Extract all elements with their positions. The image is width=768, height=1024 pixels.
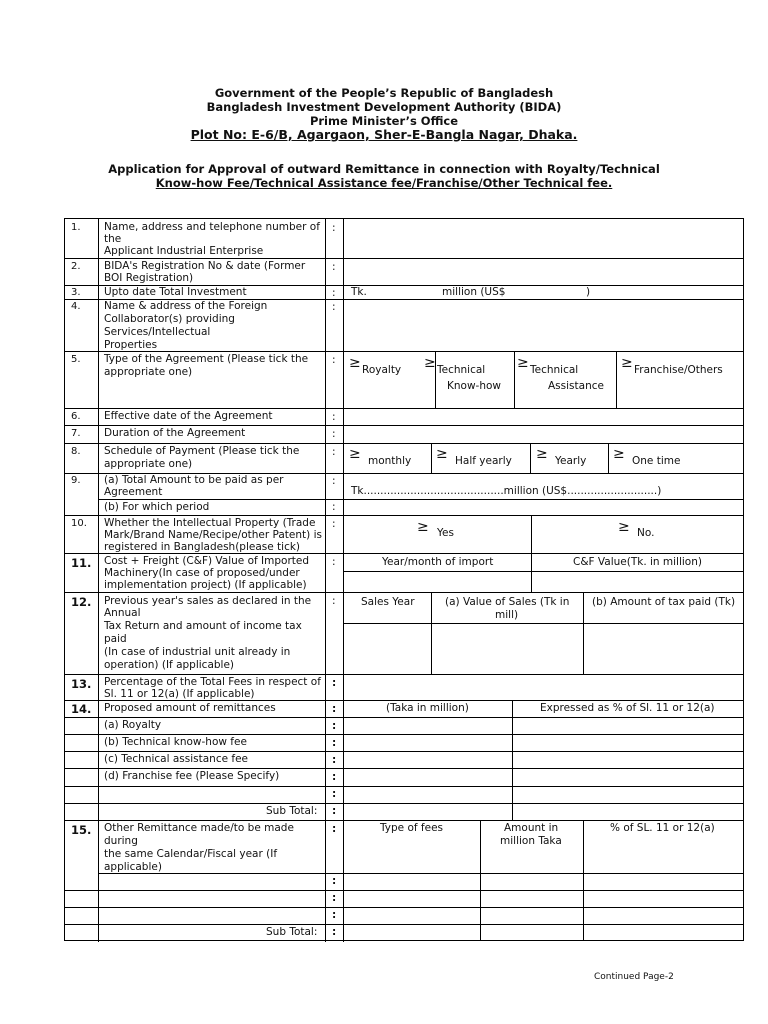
colon: : [332, 556, 336, 568]
row-number: 5. [71, 354, 81, 365]
subtotal-label: Sub Total: [266, 926, 318, 938]
option-no: No. [637, 527, 655, 539]
row15-label-line1: Other Remittance made/to be made [104, 822, 294, 834]
header-address: Plot No: E-6/B, Agargaon, Sher-E-Bangla Nagar, Dhaka. [190, 127, 578, 142]
checkbox-half-yearly[interactable]: ≥ [436, 446, 448, 462]
option-yes: Yes [437, 527, 454, 539]
option-technical-assistance-1: Technical [530, 364, 579, 376]
technical-knowhow-fee-label: (b) Technical know-how fee [104, 736, 247, 748]
colon: : [332, 446, 336, 458]
colon: : [332, 771, 337, 783]
row3-label: Upto date Total Investment [104, 286, 247, 298]
col-type-of-fees: Type of fees [380, 822, 443, 834]
row-number: 12. [71, 595, 92, 609]
row1-label-line2: the [104, 233, 122, 245]
row-number: 11. [71, 556, 92, 570]
row4-label-line2: Collaborator(s) providing [104, 313, 235, 325]
colon: : [332, 261, 336, 273]
row7-label: Duration of the Agreement [104, 427, 246, 439]
option-technical-assistance-2: Assistance [548, 380, 604, 392]
investment-tk-field[interactable]: Tk. [351, 286, 367, 298]
colon: : [332, 788, 337, 800]
col-amount-1: Amount in [504, 822, 559, 834]
row10-label-line2: Mark/Brand Name/Recipe/other Patent) is [104, 529, 322, 541]
option-franchise: Franchise/Others [634, 364, 723, 376]
colon: : [332, 518, 336, 530]
header-authority: Bangladesh Investment Development Authority (BIDA) [206, 100, 562, 114]
document-header [0, 86, 768, 142]
checkbox-technical-knowhow[interactable]: ≥ [424, 355, 436, 371]
checkbox-yes[interactable]: ≥ [417, 519, 429, 535]
form-title [0, 162, 768, 190]
colon: : [332, 805, 337, 817]
row2-label-line2: BOI Registration) [104, 272, 194, 284]
technical-assistance-fee-label: (c) Technical assistance fee [104, 753, 249, 765]
application-table [64, 218, 744, 941]
row15-label-line2: during [104, 835, 138, 847]
row12-label-line5: (In case of industrial unit already in [104, 646, 291, 658]
row-number: 15. [71, 823, 92, 837]
row11-label-line1: Cost + Freight (C&F) Value of Imported [104, 555, 310, 567]
option-royalty: Royalty [362, 364, 402, 376]
checkbox-no[interactable]: ≥ [618, 519, 630, 535]
row15-label-line3: the same Calendar/Fiscal year (If [104, 848, 278, 860]
franchise-fee-label: (d) Franchise fee (Please Specify) [104, 770, 280, 782]
row12-label-line6: operation) (If applicable) [104, 659, 235, 671]
row4-label-line3: Services/Intellectual [104, 326, 211, 338]
row8-label-line1: Schedule of Payment (Please tick the [104, 445, 300, 457]
option-half-yearly: Half yearly [455, 455, 512, 467]
row-number: 10. [71, 518, 87, 529]
col-cf-value: C&F Value(Tk. in million) [573, 556, 702, 568]
colon: : [332, 411, 336, 423]
divider [343, 219, 344, 942]
investment-million-label: million (US$ [442, 286, 506, 298]
divider [98, 219, 99, 942]
colon: : [332, 428, 336, 440]
colon: : [332, 595, 336, 607]
row9-label-line2: Agreement [104, 486, 163, 498]
row1-label-line3: Applicant Industrial Enterprise [104, 245, 264, 257]
row9b-label: (b) For which period [104, 501, 210, 513]
row-number: 1. [71, 222, 81, 233]
investment-close: ) [586, 286, 591, 298]
checkbox-franchise[interactable]: ≥ [621, 355, 633, 371]
colon: : [332, 287, 336, 299]
checkbox-royalty[interactable]: ≥ [349, 355, 361, 371]
row13-label-line1: Percentage of the Total Fees in respect of [104, 676, 321, 688]
row-number: 3. [71, 287, 81, 298]
colon: : [332, 892, 337, 904]
checkbox-monthly[interactable]: ≥ [349, 446, 361, 462]
col-value-of-sales-2: mill) [495, 609, 519, 621]
row-number: 4. [71, 301, 81, 312]
checkbox-technical-assistance[interactable]: ≥ [517, 355, 529, 371]
colon: : [332, 720, 337, 732]
row6-label: Effective date of the Agreement [104, 410, 273, 422]
row11-label-line3: implementation project) (If applicable) [104, 579, 307, 591]
col-tax-paid: (b) Amount of tax paid (Tk) [592, 596, 736, 608]
row-number: 9. [71, 475, 81, 486]
col-taka-million: (Taka in million) [386, 702, 469, 714]
option-one-time: One time [632, 455, 681, 467]
header-office: Prime Minister’s Office [309, 114, 459, 128]
row12-label-line1: Previous year's sales as declared in the [104, 595, 312, 607]
option-monthly: monthly [368, 455, 412, 467]
row12-label-line2: Annual [104, 607, 141, 619]
row15-label-line4: applicable) [104, 861, 162, 873]
row10-label-line1: Whether the Intellectual Property (Trade [104, 517, 316, 529]
subtotal-label: Sub Total: [266, 805, 318, 817]
col-amount-2: million Taka [500, 835, 562, 847]
checkbox-one-time[interactable]: ≥ [613, 446, 625, 462]
continued-page-note: Continued Page-2 [594, 972, 674, 982]
colon: : [332, 926, 337, 938]
colon: : [332, 909, 337, 921]
total-amount-field[interactable]: Tk..........................................million (US$...........................) [351, 485, 662, 497]
row12-label-line4: paid [104, 633, 127, 645]
row-number: 14. [71, 702, 92, 716]
colon: : [332, 754, 337, 766]
divider [325, 219, 326, 942]
option-technical-knowhow-1: Technical [437, 364, 486, 376]
header-government: Government of the People’s Republic of Bangladesh [214, 86, 554, 100]
col-expressed-percent: Expressed as % of Sl. 11 or 12(a) [540, 702, 715, 714]
row8-label-line2: appropriate one) [104, 458, 193, 470]
row12-label-line3: Tax Return and amount of income tax [104, 620, 302, 632]
colon: : [332, 823, 337, 835]
colon: : [332, 475, 336, 487]
row-number: 13. [71, 677, 92, 691]
row-number: 8. [71, 446, 81, 457]
colon: : [332, 222, 336, 234]
row-number: 6. [71, 411, 81, 422]
col-value-of-sales-1: (a) Value of Sales (Tk in [445, 596, 570, 608]
row11-label-line2: Machinery(In case of proposed/under [104, 567, 300, 579]
row10-label-line3: registered in Bangladesh(please tick) [104, 541, 301, 553]
row1-label-line1: Name, address and telephone number of [104, 221, 320, 233]
row13-label-line2: Sl. 11 or 12(a) (If applicable) [104, 688, 255, 700]
colon: : [332, 703, 337, 715]
colon: : [332, 501, 336, 513]
row5-label-line2: appropriate one) [104, 366, 193, 378]
row5-label-line1: Type of the Agreement (Please tick the [104, 353, 309, 365]
col-sales-year: Sales Year [361, 596, 415, 608]
colon: : [332, 677, 337, 689]
royalty-label: (a) Royalty [104, 719, 162, 731]
colon: : [332, 875, 337, 887]
row4-label-line1: Name & address of the Foreign [104, 300, 268, 312]
col-year-month-import: Year/month of import [382, 556, 494, 568]
checkbox-yearly[interactable]: ≥ [536, 446, 548, 462]
row14-label: Proposed amount of remittances [104, 702, 276, 714]
row-number: 2. [71, 261, 81, 272]
colon: : [332, 354, 336, 366]
colon: : [332, 737, 337, 749]
colon: : [332, 301, 336, 313]
form-title-line1: Application for Approval of outward Remittance in connection with Royalty/Technical [108, 162, 660, 176]
option-yearly: Yearly [555, 455, 587, 467]
col-percent-sl: % of SL. 11 or 12(a) [610, 822, 715, 834]
row-number: 7. [71, 428, 81, 439]
form-title-line2: Know-how Fee/Technical Assistance fee/Franchise/Other Technical fee. [155, 176, 613, 190]
row4-label-line4: Properties [104, 339, 158, 351]
row9-label-line1: (a) Total Amount to be paid as per [104, 474, 284, 486]
option-technical-knowhow-2: Know-how [447, 380, 502, 392]
row2-label-line1: BIDA's Registration No & date (Former [104, 260, 306, 272]
